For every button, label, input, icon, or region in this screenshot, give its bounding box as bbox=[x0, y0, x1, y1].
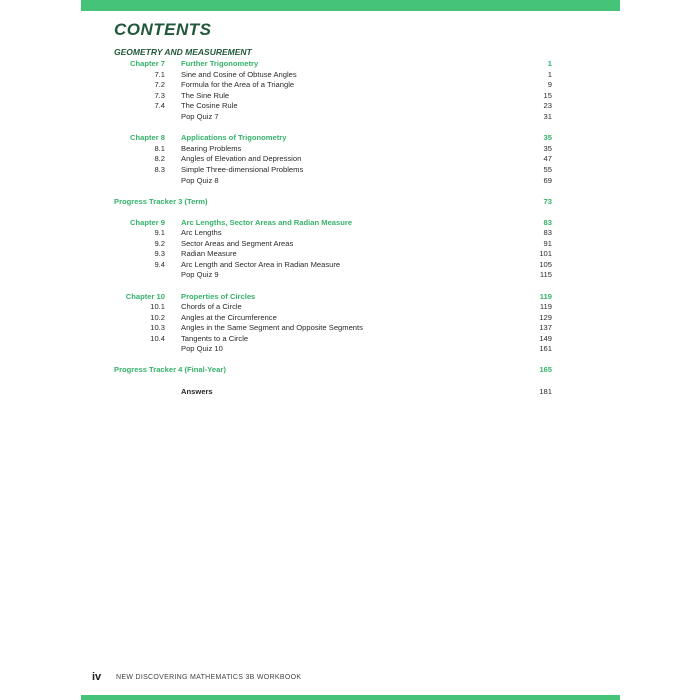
section-title: The Sine Rule bbox=[181, 91, 230, 100]
page-number: 31 bbox=[543, 112, 552, 121]
section-title: Pop Quiz 10 bbox=[181, 344, 223, 353]
page-number: 129 bbox=[539, 313, 552, 322]
page-number: 165 bbox=[539, 365, 552, 374]
toc-item-8-2[interactable] bbox=[114, 153, 552, 164]
page-number: 55 bbox=[543, 165, 552, 174]
section-title: Simple Three-dimensional Problems bbox=[181, 165, 304, 174]
toc-chapter-7[interactable] bbox=[114, 58, 552, 69]
section-heading: GEOMETRY AND MEASUREMENT bbox=[114, 47, 252, 57]
page-number: 181 bbox=[539, 387, 552, 396]
chapter-number: Chapter 9 bbox=[129, 218, 165, 227]
toc-item-7-4[interactable] bbox=[114, 100, 552, 111]
toc-item-9-1[interactable] bbox=[114, 227, 552, 238]
section-title: Angles at the Circumference bbox=[181, 313, 277, 322]
page-number: 83 bbox=[543, 228, 552, 237]
page-number: 35 bbox=[543, 133, 552, 142]
page-title: CONTENTS bbox=[114, 20, 212, 39]
section-title: Radian Measure bbox=[181, 249, 237, 258]
page-number: 1 bbox=[547, 59, 552, 68]
footer-page-number: iv bbox=[92, 671, 102, 683]
toc-item-pop-quiz-8[interactable] bbox=[114, 175, 552, 186]
page-number: 73 bbox=[543, 197, 552, 206]
top-accent-bar bbox=[81, 0, 620, 11]
section-title: Bearing Problems bbox=[181, 144, 242, 153]
page-number: 161 bbox=[539, 344, 552, 353]
section-number: 7.2 bbox=[154, 80, 165, 89]
page-number: 47 bbox=[543, 154, 552, 163]
section-number: 10.1 bbox=[150, 302, 165, 311]
section-title: Chords of a Circle bbox=[181, 302, 242, 311]
footer-book-title: NEW DISCOVERING MATHEMATICS 3B WORKBOOK bbox=[116, 674, 302, 681]
page-number: 1 bbox=[547, 70, 552, 79]
chapter-number: Chapter 8 bbox=[129, 133, 165, 142]
tracker-title: Progress Tracker 4 (Final-Year) bbox=[114, 365, 226, 374]
section-number: 7.4 bbox=[154, 101, 165, 110]
chapter-number: Chapter 7 bbox=[129, 59, 165, 68]
chapter-title: Arc Lengths, Sector Areas and Radian Measure bbox=[181, 218, 353, 227]
chapter-title: Further Trigonometry bbox=[181, 59, 259, 68]
tracker-title: Progress Tracker 3 (Term) bbox=[114, 197, 208, 206]
page-number: 119 bbox=[539, 302, 552, 311]
section-title: Pop Quiz 8 bbox=[181, 176, 219, 185]
page-number: 35 bbox=[543, 144, 552, 153]
section-number: 7.3 bbox=[154, 91, 165, 100]
section-number: 10.3 bbox=[150, 323, 165, 332]
bottom-accent-bar bbox=[81, 695, 620, 700]
page-number: 23 bbox=[543, 101, 552, 110]
chapter-number: Chapter 10 bbox=[125, 292, 165, 301]
toc-progress-tracker-4[interactable] bbox=[114, 364, 552, 375]
section-title: Arc Lengths bbox=[181, 228, 222, 237]
toc-item-9-3[interactable] bbox=[114, 248, 552, 259]
section-number: 10.2 bbox=[150, 313, 165, 322]
toc-item-pop-quiz-10[interactable] bbox=[114, 343, 552, 354]
page-number: 9 bbox=[547, 80, 552, 89]
toc-answers[interactable] bbox=[114, 386, 552, 397]
page-number: 105 bbox=[539, 260, 552, 269]
toc-item-10-3[interactable] bbox=[114, 322, 552, 333]
chapter-title: Applications of Trigonometry bbox=[181, 133, 287, 142]
page-number: 69 bbox=[543, 176, 552, 185]
section-title: Pop Quiz 7 bbox=[181, 112, 219, 121]
page-number: 101 bbox=[539, 249, 552, 258]
toc-item-8-3[interactable] bbox=[114, 164, 552, 175]
page-number: 91 bbox=[543, 239, 552, 248]
page-number: 149 bbox=[539, 334, 552, 343]
section-number: 9.4 bbox=[154, 260, 165, 269]
page-number: 83 bbox=[543, 218, 552, 227]
section-title: Arc Length and Sector Area in Radian Measure bbox=[181, 260, 341, 269]
section-number: 8.2 bbox=[154, 154, 165, 163]
section-title: Sector Areas and Segment Areas bbox=[181, 239, 294, 248]
page-number: 15 bbox=[543, 91, 552, 100]
section-title: Sine and Cosine of Obtuse Angles bbox=[181, 70, 297, 79]
answers-title: Answers bbox=[181, 387, 213, 396]
section-number: 8.3 bbox=[154, 165, 165, 174]
section-number: 9.3 bbox=[154, 249, 165, 258]
section-number: 9.2 bbox=[154, 239, 165, 248]
chapter-title: Properties of Circles bbox=[181, 292, 256, 301]
section-number: 10.4 bbox=[150, 334, 165, 343]
section-number: 7.1 bbox=[154, 70, 165, 79]
section-title: Angles in the Same Segment and Opposite Segments bbox=[181, 323, 363, 332]
toc-item-pop-quiz-7[interactable] bbox=[114, 111, 552, 122]
section-title: Formula for the Area of a Triangle bbox=[181, 80, 295, 89]
section-number: 9.1 bbox=[154, 228, 165, 237]
toc-item-10-1[interactable] bbox=[114, 301, 552, 312]
toc-item-pop-quiz-9[interactable] bbox=[114, 269, 552, 280]
section-title: The Cosine Rule bbox=[181, 101, 238, 110]
page-number: 137 bbox=[539, 323, 552, 332]
toc-chapter-8[interactable] bbox=[114, 132, 552, 143]
toc-progress-tracker-3[interactable] bbox=[114, 196, 552, 207]
toc-item-7-2[interactable] bbox=[114, 79, 552, 90]
section-title: Angles of Elevation and Depression bbox=[181, 154, 302, 163]
section-number: 8.1 bbox=[154, 144, 165, 153]
section-title: Tangents to a Circle bbox=[181, 334, 249, 343]
page-number: 119 bbox=[539, 292, 552, 301]
page-number: 115 bbox=[539, 270, 552, 279]
section-title: Pop Quiz 9 bbox=[181, 270, 219, 279]
